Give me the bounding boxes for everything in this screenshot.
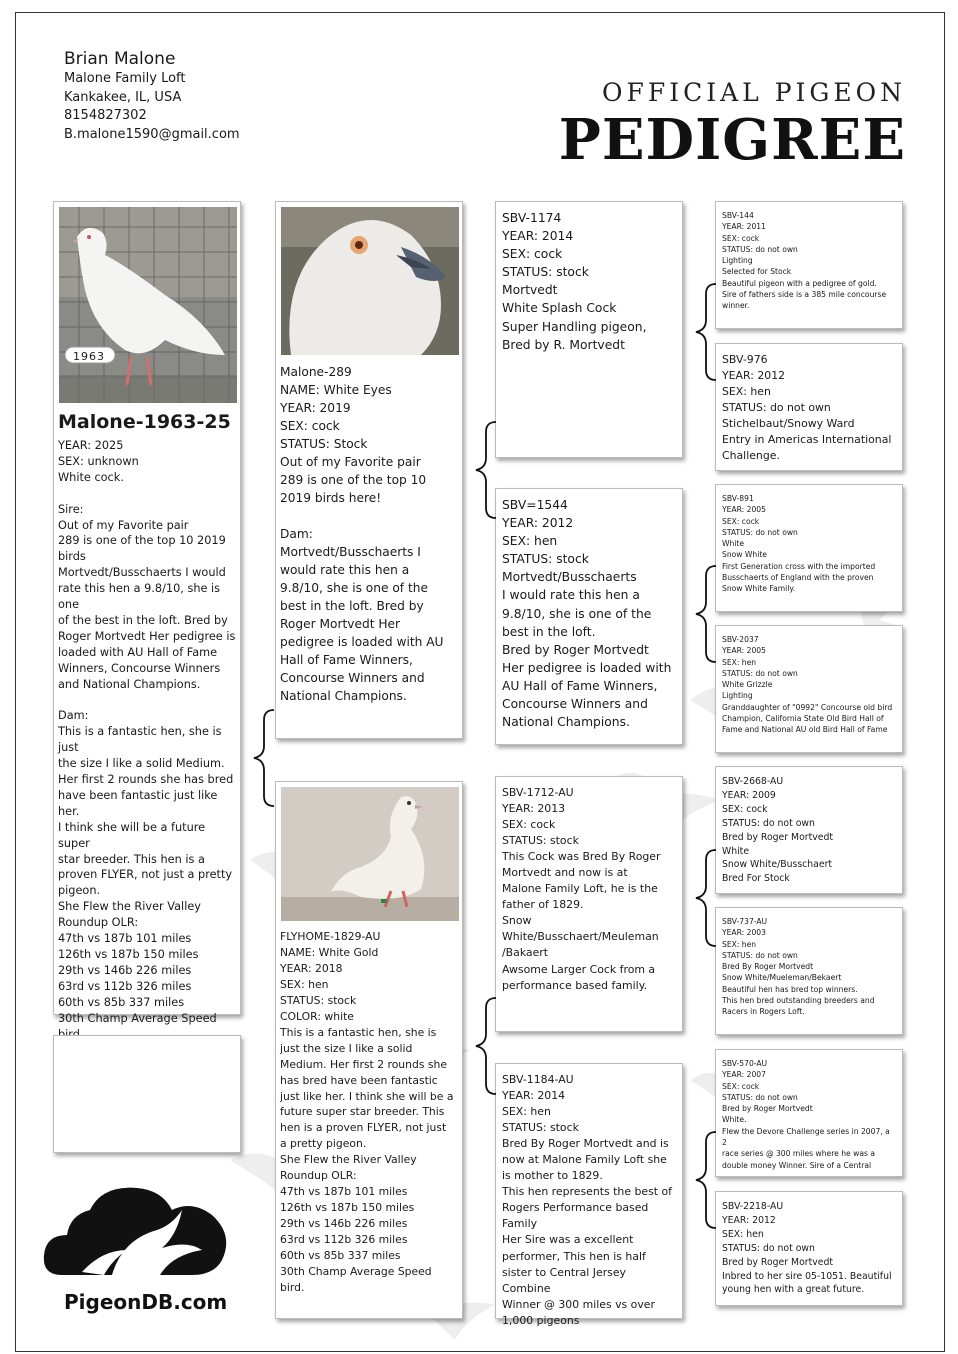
text-line: just like her. I think she will be a: [280, 1089, 454, 1103]
text-line: She Flew the River Valley: [58, 900, 201, 914]
text-line: double money Winner. Sire of a Central: [722, 1160, 872, 1170]
leg-band-tag: 1963: [73, 350, 105, 363]
text-line: Bred by Roger Mortvedt: [502, 642, 649, 657]
text-line: Roundup OLR:: [58, 916, 139, 930]
gen4-card-3: [715, 484, 903, 612]
text-line: STATUS: stock: [502, 265, 589, 280]
text-line: Mortvedt/Busschaerts: [502, 570, 637, 585]
gen3-text-1: [502, 209, 676, 354]
text-line: NAME: White Eyes: [280, 383, 392, 397]
brace-sire-parents: [470, 418, 498, 522]
text-line: White: [722, 539, 745, 549]
text-line: YEAR: 2005: [722, 646, 766, 656]
text-line: 47th vs 187b 101 miles: [280, 1185, 408, 1199]
text-line: 126th vs 187b 150 miles: [280, 1201, 415, 1215]
text-line: YEAR: 2007: [722, 1070, 766, 1080]
text-line: SEX: hen: [722, 384, 771, 398]
text-line: Champion, California State Old Bird Hall of: [722, 714, 884, 724]
text-line: hen is a proven FLYER, not just: [280, 1121, 447, 1135]
sire-details: [276, 355, 462, 708]
text-line: Mortvedt: [502, 283, 558, 298]
text-line: would rate this hen a: [280, 563, 410, 577]
text-line: White Splash Cock: [502, 301, 617, 316]
text-line: STATUS: do not own: [722, 1092, 798, 1102]
text-line: White cock.: [58, 470, 124, 484]
text-line: STATUS: do not own: [722, 950, 798, 960]
text-line: has bred have been fantastic: [280, 1073, 438, 1087]
text-line: father of 1829.: [502, 898, 584, 912]
text-line: SEX: cock: [722, 516, 760, 526]
brace-dam-parents: [470, 994, 498, 1098]
text-line: Mortvedt/Busschaerts I: [280, 545, 421, 559]
dam-text: [280, 929, 458, 1296]
text-line: STATUS: stock: [502, 834, 579, 848]
text-line: SEX: cock: [722, 233, 760, 243]
text-line: Snow White Family.: [722, 584, 796, 594]
pigeondb-logo-text: PigeonDB.com: [64, 1290, 228, 1314]
text-line: YEAR: 2014: [502, 1089, 566, 1103]
text-line: SBV-2037: [722, 635, 759, 644]
text-line: Family: [502, 1217, 538, 1231]
owner-info: [64, 48, 240, 144]
text-line: SEX: hen: [722, 1228, 764, 1240]
text-line: Mortvedt and now is at: [502, 866, 628, 880]
text-line: STATUS: stock: [280, 993, 357, 1007]
text-line: YEAR: 2011: [722, 222, 766, 232]
text-line: star breeder. This hen is a: [58, 852, 205, 866]
text-line: YEAR: 2012: [722, 368, 786, 382]
text-line: This is a fantastic hen, she is: [280, 1025, 437, 1039]
text-line: and National Champions.: [58, 677, 201, 691]
text-line: Bred by Roger Mortvedt: [722, 831, 834, 843]
text-line: SBV-570-AU: [722, 1059, 768, 1068]
text-line: birds: [58, 550, 86, 564]
sire-photo: [281, 207, 457, 355]
text-line: YEAR: 2014: [502, 229, 574, 244]
text-line: /Bakaert: [502, 946, 549, 960]
gen3-card-3: [495, 776, 683, 1032]
text-line: STATUS: stock: [502, 1121, 579, 1135]
text-line: 30th Champ Average Speed: [58, 1011, 217, 1025]
text-line: 289 is one of the top 10: [280, 473, 427, 487]
text-line: Malone-289: [280, 365, 352, 379]
subject-card: [53, 201, 241, 1025]
text-line: 29th vs 146b 226 miles: [58, 963, 192, 977]
text-line: now at Malone Family Loft she: [502, 1153, 667, 1167]
text-line: SBV-2218-AU: [722, 1201, 784, 1212]
gen3-text-4: [502, 1072, 676, 1329]
text-line: AU Hall of Fame Winners,: [502, 678, 658, 693]
text-line: rate this hen a 9.8/10, she is one: [58, 582, 221, 612]
sire-text: [280, 363, 458, 705]
text-line: is mother to 1829.: [502, 1169, 603, 1183]
text-line: Concourse Winners and: [280, 671, 425, 685]
text-line: Hall of Fame Winners,: [280, 653, 413, 667]
text-line: Rogers Performance based: [502, 1201, 649, 1215]
text-line: STATUS: do not own: [722, 1242, 815, 1254]
text-line: I would rate this hen a: [502, 588, 640, 603]
text-line: Challenge.: [722, 448, 780, 462]
text-line: performer, This hen is half: [502, 1249, 646, 1263]
gen3-card-1: [495, 201, 683, 458]
text-line: SEX: cock: [722, 1081, 760, 1091]
text-line: STATUS: stock: [502, 552, 589, 567]
gen4-card-1: [715, 201, 903, 329]
pedigree-title: [559, 78, 906, 171]
text-line: YEAR: 2003: [722, 928, 766, 938]
gen4-text-3: [722, 493, 896, 595]
text-line: Bred For Stock: [722, 873, 790, 885]
text-line: She Flew the River Valley: [280, 1153, 417, 1167]
text-line: Snow White/Busschaert: [722, 859, 833, 871]
text-line: 30th Champ Average Speed: [280, 1265, 432, 1279]
text-line: STATUS: do not own: [722, 400, 831, 414]
text-line: Roger Mortvedt Her pedigree is: [58, 629, 236, 643]
text-line: SEX: cock: [502, 818, 556, 832]
text-line: Super Handling pigeon,: [502, 319, 647, 334]
gen4-text-1: [722, 210, 896, 312]
text-line: pigeon.: [58, 884, 101, 898]
text-line: Fame and National AU old Bird Hall of Fame: [722, 725, 888, 735]
text-line: pedigree is loaded with AU: [280, 635, 444, 649]
text-line: sister to Central Jersey Combine: [502, 1265, 627, 1295]
text-line: Lighting: [722, 256, 753, 266]
text-line: This Cock was Bred By Roger: [502, 850, 661, 864]
text-line: 63rd vs 112b 326 miles: [280, 1233, 408, 1247]
text-line: STATUS: do not own: [722, 244, 798, 254]
title-line-1: OFFICIAL PIGEON: [602, 78, 906, 107]
text-line: bird.: [280, 1280, 305, 1294]
text-line: winner.: [722, 301, 750, 311]
text-line: YEAR: 2005: [722, 505, 766, 515]
text-line: This hen represents the best of: [502, 1185, 673, 1199]
dam-details: [276, 921, 462, 1299]
text-line: Winners, Concourse Winners: [58, 661, 221, 675]
text-line: I think she will be a future super: [58, 820, 206, 850]
text-line: loaded with AU Hall of Fame: [58, 645, 218, 659]
text-line: SEX: hen: [502, 1105, 551, 1119]
text-line: Entry in Americas International: [722, 432, 892, 446]
text-line: YEAR: 2013: [502, 802, 566, 816]
text-line: 1,000 pigeons: [502, 1313, 580, 1327]
brace-gen3-1-parents: [690, 280, 718, 384]
dam-card: [275, 781, 463, 1319]
text-line: Her first 2 rounds she has bred: [58, 773, 234, 787]
text-line: Roger Mortvedt Her: [280, 617, 401, 631]
text-line: Snow: [502, 914, 532, 928]
text-line: Snow White/Mueleman/Bekaert: [722, 973, 842, 983]
text-line: Bred by R. Mortvedt: [502, 337, 625, 352]
text-line: 60th vs 85b 337 miles: [58, 995, 185, 1009]
text-line: YEAR: 2009: [722, 789, 776, 801]
text-line: Lighting: [722, 691, 753, 701]
subject-photo: [59, 207, 235, 403]
owner-location: Kankakee, IL, USA: [64, 89, 182, 105]
text-line: Dam:: [280, 527, 313, 541]
text-line: First Generation cross with the imported: [722, 561, 876, 571]
gen4-text-7: [722, 1058, 896, 1171]
brace-subject-parents: [248, 706, 276, 810]
text-line: National Champions.: [502, 715, 630, 730]
text-line: young hen with a great future.: [722, 1284, 865, 1296]
text-line: the size I like a solid Medium.: [58, 757, 225, 771]
text-line: 126th vs 187b 150 miles: [58, 948, 199, 961]
text-line: SEX: hen: [502, 534, 558, 549]
brace-gen3-3-parents: [690, 846, 718, 950]
text-line: Out of my Favorite pair: [58, 518, 189, 532]
text-line: YEAR: 2019: [280, 401, 351, 415]
text-line: [280, 507, 458, 525]
text-line: Bred By Roger Mortvedt and is: [502, 1137, 669, 1151]
text-line: SBV-2668-AU: [722, 776, 784, 787]
text-line: YEAR: 2025: [58, 439, 124, 452]
text-line: SBV-1174: [502, 211, 562, 225]
text-line: Bred by Roger Mortvedt: [722, 1104, 813, 1114]
text-line: STATUS: do not own: [722, 527, 798, 537]
owner-loft: Malone Family Loft: [64, 71, 186, 86]
text-line: Mortvedt/Busschaerts I would: [58, 566, 226, 580]
owner-email: B.malone1590@gmail.com: [64, 126, 240, 142]
gen3-text-3: [502, 785, 676, 994]
gen4-text-8: [722, 1200, 896, 1297]
text-line: 60th vs 85b 337 miles: [280, 1249, 401, 1263]
text-line: STATUS: do not own: [722, 817, 815, 829]
text-line: Bred By Roger Mortvedt: [722, 962, 814, 972]
text-line: SBV-1184-AU: [502, 1073, 574, 1086]
text-line: Sire of fathers side is a 385 mile concourse: [722, 290, 887, 300]
gen4-text-5: [722, 775, 896, 886]
empty-notes-box: [53, 1035, 241, 1153]
text-line: National Champions.: [280, 689, 407, 703]
gen3-card-4: [495, 1063, 683, 1327]
text-line: YEAR: 2012: [502, 516, 574, 531]
text-line: SBV-144: [722, 211, 754, 220]
subject-text: [58, 438, 236, 1042]
text-line: Awsome Larger Cock from a: [502, 962, 656, 976]
text-line: SBV-976: [722, 353, 768, 366]
text-line: SBV=1544: [502, 498, 568, 512]
owner-phone: 8154827302: [64, 108, 147, 123]
text-line: SBV-737-AU: [722, 917, 768, 926]
text-line: Sire:: [58, 502, 84, 516]
text-line: Concourse Winners and: [502, 697, 648, 712]
gen4-text-4: [722, 634, 896, 736]
text-line: Granddaughter of "0992" Concourse old bird: [722, 702, 893, 712]
brace-gen3-2-parents: [690, 562, 718, 666]
text-line: [58, 693, 236, 709]
gen4-card-7: [715, 1049, 903, 1177]
text-line: 9.8/10, she is one of the: [280, 581, 428, 595]
text-line: 2019 birds here!: [280, 491, 382, 505]
gen3-text-2: [502, 496, 676, 731]
dam-photo: [281, 787, 457, 921]
owner-name: Brian Malone: [64, 49, 176, 69]
text-line: White/Busschaert/Meuleman: [502, 930, 659, 944]
pigeondb-logo-icon: [42, 1180, 232, 1285]
text-line: This hen bred outstanding breeders and: [722, 996, 875, 1006]
text-line: Medium. Her first 2 rounds she: [280, 1057, 448, 1071]
text-line: NAME: White Gold: [280, 945, 379, 959]
text-line: This is a fantastic hen, she is just: [58, 725, 222, 755]
text-line: YEAR: 2018: [280, 961, 343, 975]
text-line: SEX: cock: [502, 247, 563, 262]
title-line-2: PEDIGREE: [558, 107, 906, 173]
text-line: Bred by Roger Mortvedt: [722, 1256, 834, 1268]
text-line: Her Sire was a excellent: [502, 1233, 634, 1247]
text-line: SEX: hen: [722, 657, 757, 667]
gen4-card-6: [715, 907, 903, 1035]
brace-gen3-4-parents: [690, 1128, 718, 1232]
gen4-card-8: [715, 1191, 903, 1306]
text-line: race series @ 300 miles where he was a: [722, 1149, 876, 1159]
text-line: a pretty pigeon.: [280, 1137, 367, 1151]
text-line: Racers in Rogers Loft.: [722, 1007, 805, 1017]
text-line: Roundup OLR:: [280, 1169, 357, 1183]
subject-details: [54, 403, 240, 1045]
text-line: 9.8/10, she is one of the: [502, 606, 652, 621]
gen4-card-2: [715, 343, 903, 471]
text-line: Beautiful pigeon with a pedigree of gold.: [722, 278, 877, 288]
text-line: SEX: cock: [280, 419, 340, 433]
text-line: 63rd vs 112b 326 miles: [58, 979, 192, 993]
text-line: STATUS: do not own: [722, 668, 798, 678]
text-line: performance based family.: [502, 978, 648, 992]
text-line: Stichelbaut/Snowy Ward: [722, 416, 855, 430]
sire-card: [275, 201, 463, 739]
text-line: SBV-891: [722, 494, 754, 503]
text-line: Inbred to her sire 05-1051. Beautiful: [722, 1270, 892, 1282]
text-line: Selected for Stock: [722, 267, 792, 277]
gen3-card-2: [495, 488, 683, 745]
text-line: 47th vs 187b 101 miles: [58, 932, 192, 946]
text-line: White Grizzle: [722, 680, 773, 690]
gen4-text-2: [722, 352, 896, 464]
text-line: FLYHOME-1829-AU: [280, 930, 381, 943]
gen4-text-6: [722, 916, 896, 1018]
text-line: best in the loft. Bred by: [280, 599, 424, 613]
text-line: COLOR: white: [280, 1009, 354, 1023]
text-line: 29th vs 146b 226 miles: [280, 1217, 408, 1231]
text-line: proven FLYER, not just a pretty: [58, 868, 233, 882]
text-line: SEX: cock: [722, 803, 768, 815]
text-line: White.: [722, 1115, 747, 1125]
text-line: White: [722, 845, 750, 857]
text-line: 289 is one of the top 10 2019: [58, 534, 226, 548]
gen4-card-4: [715, 625, 903, 753]
text-line: Winner @ 300 miles vs over: [502, 1297, 655, 1311]
text-line: Dam:: [58, 709, 89, 723]
text-line: Flew the Devore Challenge series in 2007, a 2: [722, 1126, 890, 1148]
text-line: SEX: hen: [722, 939, 757, 949]
gen4-card-5: [715, 766, 903, 894]
text-line: SEX: hen: [280, 977, 329, 991]
text-line: of the best in the loft. Bred by: [58, 613, 228, 627]
text-line: Malone Family Loft, he is the: [502, 882, 658, 896]
text-line: SBV-1712-AU: [502, 786, 574, 799]
text-line: Out of my Favorite pair: [280, 455, 421, 469]
text-line: Her pedigree is loaded with: [502, 660, 672, 675]
text-line: Busschaerts of England with the proven: [722, 573, 874, 583]
subject-name: Malone-1963-25: [58, 411, 231, 433]
text-line: STATUS: Stock: [280, 437, 368, 451]
text-line: [58, 486, 236, 502]
text-line: future super star breeder. This: [280, 1105, 445, 1119]
text-line: SEX: unknown: [58, 454, 139, 468]
text-line: YEAR: 2012: [722, 1214, 776, 1226]
text-line: Snow White: [722, 550, 767, 560]
text-line: Beautiful hen has bred top winners.: [722, 984, 858, 994]
text-line: best in the loft.: [502, 624, 596, 639]
text-line: just the size I like a solid: [280, 1041, 413, 1055]
text-line: have been fantastic just like her.: [58, 788, 218, 818]
